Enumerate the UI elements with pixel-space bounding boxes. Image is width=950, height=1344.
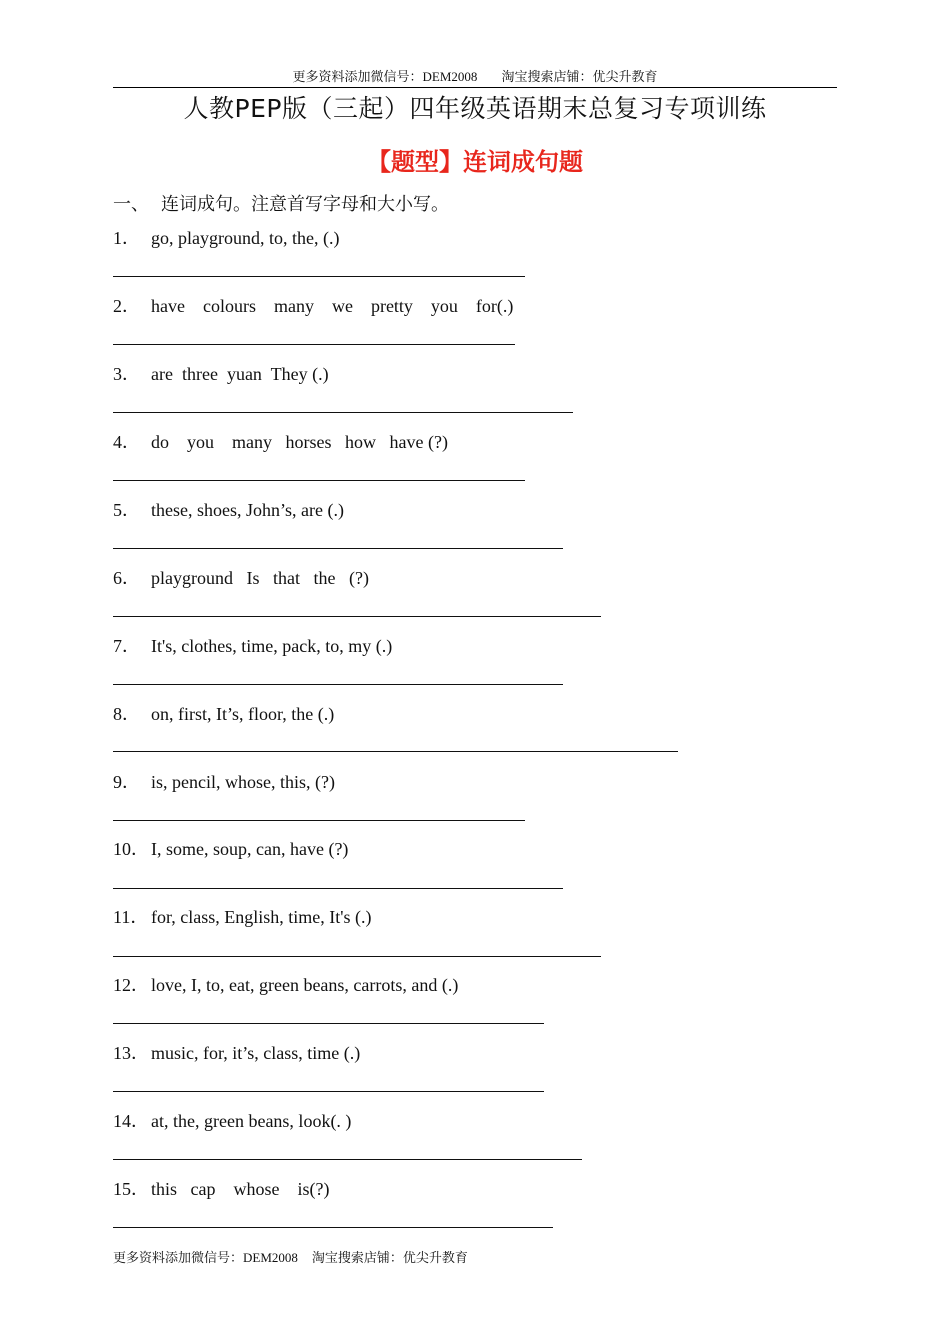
question-12: [113, 971, 458, 997]
question-14: [113, 1107, 351, 1133]
answer-line-15[interactable]: [113, 1227, 553, 1228]
question-words: love, I, to, eat, green beans, carrots, and (.): [151, 975, 459, 995]
question-words: these, shoes, John’s, are (.): [151, 500, 344, 520]
footer-taobao: 淘宝搜索店铺：优尖升教育: [311, 1250, 468, 1265]
page-header: [113, 66, 837, 88]
question-number: 2．: [113, 296, 140, 316]
question-number: 3．: [113, 364, 140, 384]
question-10: [113, 835, 348, 861]
answer-line-6[interactable]: [113, 616, 601, 617]
question-9: [113, 768, 335, 794]
answer-line-2[interactable]: [113, 344, 515, 345]
question-words: for, class, English, time, It's (.): [151, 907, 372, 927]
question-words: music, for, it’s, class, time (.): [151, 1043, 361, 1063]
question-words: this cap whose is(?): [151, 1179, 330, 1199]
answer-line-1[interactable]: [113, 276, 525, 277]
answer-line-3[interactable]: [113, 412, 573, 413]
question-words: is, pencil, whose, this, (?): [151, 772, 335, 792]
question-number: 12．: [113, 975, 149, 995]
answer-line-13[interactable]: [113, 1091, 544, 1092]
answer-line-5[interactable]: [113, 548, 563, 549]
question-4: [113, 428, 448, 454]
question-number: 10．: [113, 839, 149, 859]
question-words: have colours many we pretty you for(.): [151, 296, 514, 316]
question-words: I, some, soup, can, have (?): [151, 839, 349, 859]
question-7: [113, 632, 392, 658]
question-number: 6．: [113, 568, 140, 588]
header-taobao: 淘宝搜索店铺：优尖升教育: [501, 69, 658, 84]
question-11: [113, 903, 371, 929]
question-words: do you many horses how have (?): [151, 432, 448, 452]
question-words: are three yuan They (.): [151, 364, 329, 384]
answer-line-14[interactable]: [113, 1159, 582, 1160]
question-13: [113, 1039, 360, 1065]
question-2: [113, 292, 513, 318]
page-footer: [113, 1247, 468, 1266]
question-number: 15．: [113, 1179, 149, 1199]
question-words: playground Is that the (?): [151, 568, 369, 588]
section-number: 一、: [113, 194, 149, 214]
question-15: [113, 1175, 329, 1201]
answer-line-4[interactable]: [113, 480, 525, 481]
question-number: 14．: [113, 1111, 149, 1131]
answer-line-7[interactable]: [113, 684, 563, 685]
question-5: [113, 496, 344, 522]
question-8: [113, 700, 334, 726]
question-number: 4．: [113, 432, 140, 452]
question-type-subtitle: 【题型】连词成句题: [367, 148, 583, 176]
question-words: on, first, It’s, floor, the (.): [151, 704, 335, 724]
answer-line-8[interactable]: [113, 751, 678, 752]
answer-line-10[interactable]: [113, 888, 563, 889]
question-number: 13．: [113, 1043, 149, 1063]
section-instruction-text: 连词成句。注意首写字母和大小写。: [161, 194, 449, 214]
question-words: go, playground, to, the, (.): [151, 228, 340, 248]
question-6: [113, 564, 369, 590]
footer-wechat: 更多资料添加微信号：DEM2008: [113, 1250, 298, 1265]
answer-line-12[interactable]: [113, 1023, 544, 1024]
header-wechat: 更多资料添加微信号：DEM2008: [292, 69, 478, 84]
question-number: 9．: [113, 772, 140, 792]
question-number: 7．: [113, 636, 140, 656]
question-number: 1．: [113, 228, 140, 248]
question-number: 8．: [113, 704, 140, 724]
question-words: It's, clothes, time, pack, to, my (.): [151, 636, 393, 656]
answer-line-9[interactable]: [113, 820, 525, 821]
question-3: [113, 360, 329, 386]
page-title: 人教PEP版（三起）四年级英语期末总复习专项训练: [183, 94, 767, 123]
answer-line-11[interactable]: [113, 956, 601, 957]
question-1: [113, 224, 339, 250]
question-number: 5．: [113, 500, 140, 520]
question-words: at, the, green beans, look(. ): [151, 1111, 352, 1131]
question-number: 11．: [113, 907, 149, 927]
section-instruction: [113, 190, 449, 216]
